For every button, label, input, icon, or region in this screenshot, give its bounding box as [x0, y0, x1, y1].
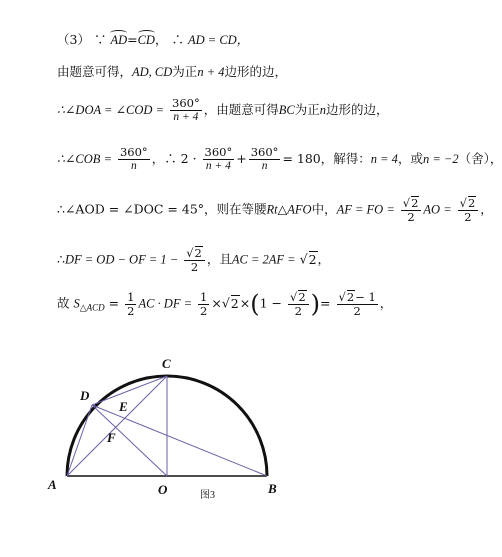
solution-line-2: 由题意可得，AD, CD为正n + 4边形的边， [57, 64, 288, 79]
label-d: D [80, 388, 90, 403]
fraction: $\frac{√2}{2}$ [288, 290, 309, 318]
part-label: （3） [57, 32, 90, 47]
solution-line-4: ∴∠COB = $\frac{360^\circ}{n}$ ，∴ 2 · $\frac{360^\circ}{n + 4}$ + $\frac{360^\circ}{n}$ = 180，解得：n = 4，或n = −2（舍）， [57, 145, 502, 172]
sqrt-2: 2 [308, 251, 317, 267]
label-o: O [158, 482, 168, 497]
segment-do [92, 405, 167, 476]
fraction: $\frac{360^\circ}{n}$ [119, 145, 148, 172]
label-e: E [119, 399, 128, 414]
segment-ad [67, 405, 92, 476]
fraction: $\frac{1}{2}$ [200, 289, 208, 318]
label-b: B [268, 481, 277, 496]
arc-ad: AD [110, 33, 128, 47]
solution-line-3: ∴∠DOA = ∠COD = $\frac{360^\circ}{n + 4}$ ，由题意可得BC为正n边形的边， [57, 96, 389, 123]
segment-db [92, 405, 267, 476]
fraction: $\frac{360^\circ}{n + 4}$ [172, 96, 200, 123]
therefore-symbol: ∴ [171, 32, 184, 47]
construction-lines [67, 376, 267, 476]
solution-line-6: ∴DF = OD − OF = 1 − $\frac{√2}{2}$ ，且AC = 2AF = √2， [57, 246, 331, 274]
segment-dc [92, 376, 167, 405]
ad-eq-cd: AD = CD， [187, 33, 250, 47]
fraction: $\frac{360^\circ}{n}$ [250, 145, 279, 172]
fraction: $\frac{√2}{2}$ [184, 246, 205, 274]
equals: = [127, 32, 138, 47]
fraction: $\frac{√2- 1}{2}$ [338, 290, 376, 318]
figure-caption: 图3 [200, 490, 215, 501]
fraction: $\frac{√2}{2}$ [401, 196, 422, 224]
solution-line-1: （3） ∵ AD=CD， ∴ AD = CD， [57, 32, 250, 47]
arc-cd: CD [137, 33, 155, 47]
label-c: C [162, 356, 171, 371]
solution-line-5: ∴∠AOD = ∠DOC = 45°，则在等腰Rt△AFO中，AF = FO = $\frac{√2}{2}$ AO = $\frac{√2}{2}$ ， [57, 196, 493, 224]
label-a: A [48, 477, 57, 492]
fraction: $\frac{360^\circ}{n + 4}$ [204, 145, 233, 172]
because-symbol: ∵ [93, 32, 107, 47]
solution-line-7: 故 $S_{\triangle ACD}$ = $\frac{1}{2}$ AC · DF = $\frac{1}{2}$ ×√2×(1 − $\frac{√2}{2}$ )= $\frac{√2- 1}{2}$ ， [57, 289, 393, 318]
fraction: $\frac{√2}{2}$ [458, 196, 479, 224]
label-f: F [107, 430, 116, 445]
fraction: $\frac{1}{2}$ [127, 289, 135, 318]
